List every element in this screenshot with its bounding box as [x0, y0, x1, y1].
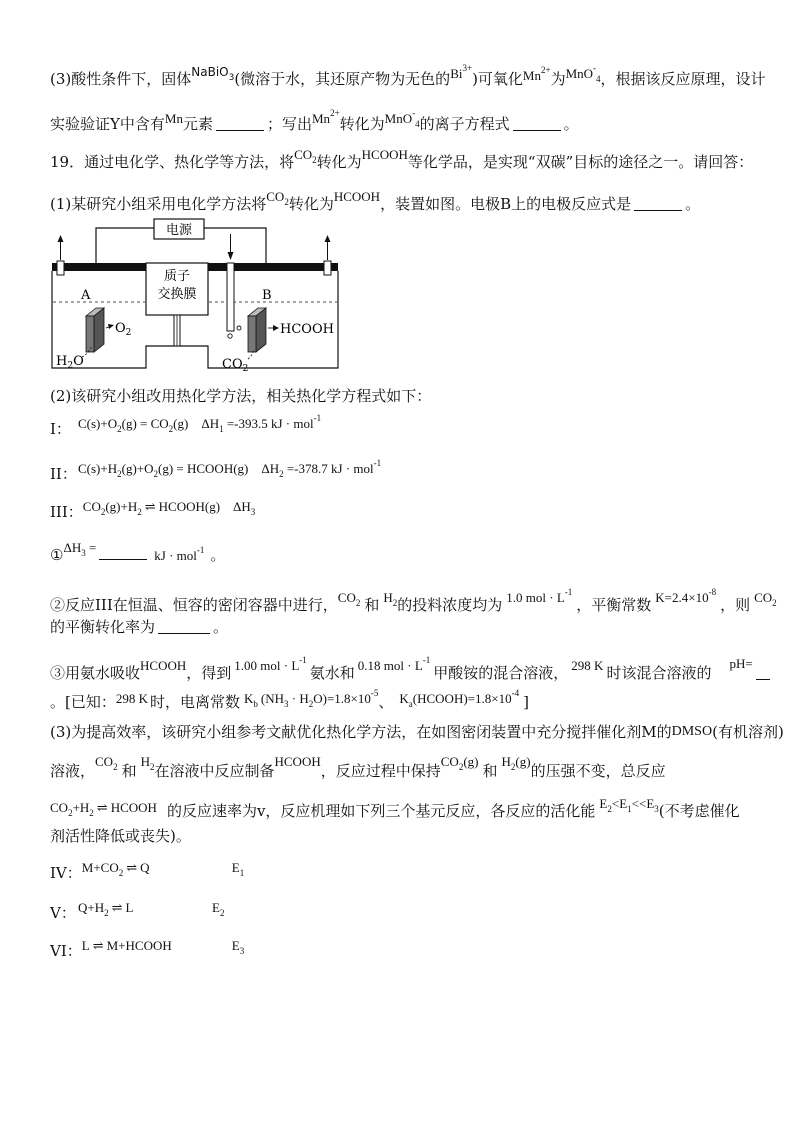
text: 转化为 [288, 195, 334, 213]
ka-expression [399, 688, 520, 709]
eq-sub: 2 [607, 804, 612, 814]
text: 溶液， [50, 762, 96, 780]
membrane-label-line2: 交换膜 [157, 287, 197, 302]
eq-sup: -1 [313, 413, 322, 423]
reaction-body [78, 898, 212, 923]
eq-sub: 2 [308, 699, 314, 709]
eq-text: =-378.7 kJ · mol [283, 461, 374, 476]
eq-text: 0.18 mol · L [357, 658, 423, 673]
q19-sub1 [50, 538, 225, 566]
text: )可氧化 [472, 70, 523, 88]
eq-text: K [244, 691, 254, 706]
text: ，反应过程中保持 [320, 762, 441, 780]
text: ，装置如图。电极B上的电极反应式是 [380, 195, 632, 213]
text: (微溶于水，其还原产物为无色的 [234, 70, 451, 88]
formula-mno4 [384, 108, 420, 129]
eq-text: Q+H [78, 900, 105, 915]
formula-text: Mn [312, 111, 331, 126]
formula-co2g [440, 754, 479, 772]
text: (3)为提高效率，该研究小组参考文献优化热化学方法，在如图密闭装置中充分搅拌催化剂M的 [50, 723, 672, 741]
q19-part3-line2 [50, 752, 666, 781]
delta-h3 [63, 540, 97, 558]
formula-text: (g) [515, 754, 531, 769]
eq-text: E [231, 938, 240, 953]
text: 和 [121, 762, 137, 780]
formula-co2 [337, 590, 361, 608]
formula-text: CO [95, 754, 114, 769]
text: 。 [563, 115, 579, 133]
reaction-label: VI： [50, 942, 82, 960]
eq-sub: b [253, 699, 258, 709]
ph-label: pH= [729, 656, 753, 671]
gas-outlet-left [57, 261, 64, 275]
formula-sub: 2 [125, 328, 132, 338]
formula-text: CO [222, 357, 243, 372]
eq-text: HCOOH(g) ΔH [158, 499, 251, 514]
eq-sub: 3 [654, 804, 659, 814]
text: ③用氨水吸收 [50, 664, 141, 682]
q19-sub3-line2 [50, 683, 529, 714]
q18-part3-line1 [50, 58, 766, 89]
text: 时，电离常数 [150, 693, 241, 711]
answer-blank[interactable] [158, 619, 210, 634]
text: 时该混合溶液的 [606, 664, 712, 682]
eq-text: L [81, 938, 90, 953]
eq-sub: 2 [137, 507, 142, 517]
formula-text: MnO [384, 111, 413, 126]
text: ，则 [720, 596, 751, 614]
formula-mn2 [522, 65, 551, 83]
temperature: 298 K [571, 658, 604, 673]
equation-body [78, 413, 322, 434]
eq-sup: -1 [564, 587, 573, 597]
formula-hcooh: HCOOH [140, 658, 187, 673]
text: 和 [364, 596, 380, 614]
formula-sub: 2 [113, 762, 118, 772]
q19-sub2-line1 [50, 582, 777, 615]
text: 和 [482, 762, 498, 780]
text: 在溶液中反应制备 [154, 762, 275, 780]
eq-sup: -5 [370, 688, 379, 698]
text: 。 [685, 195, 701, 213]
formula-sup: 2+ [330, 108, 340, 118]
reaction-4 [50, 858, 244, 883]
electrode-a-side [94, 308, 104, 352]
formula-text: Mn [522, 68, 541, 83]
eq-sub: 2 [168, 424, 174, 434]
text: ；写出 [266, 115, 312, 133]
reaction-label: V： [50, 904, 76, 922]
formula-text: CO [337, 590, 356, 605]
activation-energy [231, 860, 245, 878]
q19-sub2-line2 [50, 617, 228, 637]
reversible-arrow-icon: ⇌ [96, 800, 108, 815]
formula-sub: 3 [228, 73, 235, 83]
eq-sub: 2 [68, 808, 73, 818]
eq-sub: 2 [279, 469, 284, 479]
power-source-label: 电源 [165, 223, 193, 238]
formula-sub: 2 [458, 762, 464, 772]
eq-text: C(s)+H [78, 461, 118, 476]
wire-right [204, 228, 266, 268]
electrode-a-label: A [81, 288, 91, 303]
formula-dmso: DMSO [671, 724, 713, 739]
q19-part1 [50, 187, 700, 214]
eq-text: (HCOOH)=1.8×10 [412, 691, 512, 706]
eq-text: K [399, 691, 409, 706]
eq-text: 1.0 mol · L [506, 590, 565, 605]
equation-1 [50, 408, 321, 439]
formula-mno4 [565, 63, 601, 84]
temperature: 298 K [115, 691, 148, 706]
activation-energy [212, 900, 225, 918]
eq-sub: 2 [117, 469, 122, 479]
eq-sub: 2 [100, 507, 106, 517]
text: (1)某研究小组采用电化学方法将 [50, 195, 267, 213]
equation-2 [50, 453, 381, 484]
formula-sub: 2 [67, 361, 74, 371]
formula-sub: 2 [510, 762, 516, 772]
q19-sub3-line1 [50, 650, 773, 683]
formula-text: O [115, 321, 126, 336]
q19-intro [50, 145, 753, 172]
eq-text: E [599, 796, 608, 811]
formula-sub: 2 [312, 155, 317, 165]
formula-text: CO [294, 147, 313, 162]
reversible-arrow-icon: ⇌ [111, 900, 123, 915]
conc-value [357, 655, 431, 673]
formula-sub: 2 [392, 598, 398, 608]
eq-text: L [125, 900, 134, 915]
membrane-label-line1: 质子 [163, 269, 191, 284]
formula-mn: Mn [164, 111, 183, 126]
eq-text: E [212, 900, 220, 915]
formula-text: H [56, 354, 68, 369]
text: 元素 [182, 115, 213, 133]
text: 。 [213, 618, 229, 636]
eq-sub: 2 [104, 908, 109, 918]
lid-left [52, 263, 146, 271]
formula-text: H [383, 590, 393, 605]
electrode-b-label: B [262, 288, 272, 303]
text: 、 [378, 693, 394, 711]
eq-sub: 2 [89, 808, 94, 818]
formula-mn2 [312, 108, 340, 126]
formula-h2 [383, 590, 398, 608]
text: (有机溶剂) [712, 723, 784, 741]
formula-text: NaBiO [191, 65, 229, 79]
arrow-up-icon [58, 235, 64, 242]
text: 。[已知： [50, 693, 116, 711]
overall-reaction [50, 800, 157, 818]
eq-text: HCOOH [110, 800, 157, 815]
text: 为 [550, 70, 566, 88]
electrode-b [248, 316, 256, 352]
text: 的压强不变，总反应 [530, 762, 666, 780]
eq-sub: 2 [153, 469, 158, 479]
reaction-5 [50, 898, 224, 923]
eq-text: +H [72, 800, 90, 815]
eq-sub: 1 [627, 804, 632, 814]
text: 转化为 [316, 153, 362, 171]
eq-text: CO [50, 800, 69, 815]
formula-sup: 3+ [462, 63, 473, 73]
eq-text: E [231, 860, 240, 875]
eq-text: K=2.4×10 [655, 590, 709, 605]
eq-text: C(s)+O [78, 416, 118, 431]
text: 的投料浓度均为 [397, 596, 503, 614]
reaction-6 [50, 936, 244, 961]
eq-sub: 1 [219, 424, 224, 434]
eq-sub: 3 [81, 548, 86, 558]
q18-part3-line2 [50, 103, 579, 134]
arrow-up-icon [325, 235, 331, 242]
eq-sub: 2 [219, 908, 225, 918]
bubble-icon [237, 326, 241, 330]
formula-text: Bi [450, 66, 463, 81]
gas-outlet-right [324, 261, 331, 275]
formula-sub: 2 [355, 598, 361, 608]
eq-text: =-393.5 kJ · mol [223, 416, 314, 431]
text: ，得到 [186, 664, 232, 682]
eq-text: O)=1.8×10 [313, 691, 371, 706]
formula-text: CO [440, 754, 459, 769]
electrolysis-diagram [48, 216, 348, 376]
formula-sub: 2 [149, 762, 155, 772]
formula-text: O [73, 354, 84, 369]
eq-text: (g)+O [121, 461, 154, 476]
formula-h2 [140, 754, 155, 772]
formula-text: H [140, 754, 150, 769]
eq-text: · H [288, 691, 309, 706]
eq-sup: -8 [708, 587, 717, 597]
text: 实验验证Y中含有 [50, 115, 165, 133]
formula-bi3 [450, 63, 473, 81]
reaction-body [82, 858, 232, 883]
reaction-body [82, 936, 232, 956]
eq-sub: 2 [117, 424, 122, 434]
h2o-label [56, 354, 84, 371]
eq-sup: -4 [511, 688, 520, 698]
co2-inlet-tube [227, 263, 234, 331]
text: 氨水和 [309, 664, 355, 682]
text: ] [523, 693, 529, 711]
equation-label: II： [50, 465, 77, 483]
eq-sup: -1 [196, 545, 205, 555]
bubble-icon [228, 334, 232, 338]
wire-left [96, 228, 154, 268]
eq-sub: 3 [284, 699, 289, 709]
formula-sub: 4 [596, 74, 601, 84]
conc-value [506, 587, 573, 605]
formula-nabio3 [191, 65, 235, 83]
answer-blank[interactable] [216, 116, 264, 131]
eq-sub: 3 [239, 946, 245, 956]
arrow-icon [108, 324, 114, 329]
eq-sub: 2 [118, 868, 124, 878]
text: 等化学品，是实现“双碳”目标的途径之一。请回答： [407, 153, 754, 171]
reversible-arrow-icon: ⇌ [126, 860, 138, 875]
eq-text: (g) = HCOOH(g) ΔH [158, 461, 280, 476]
kb-expression [244, 688, 379, 709]
formula-co2 [266, 189, 289, 207]
formula-hcooh: HCOOH [274, 754, 321, 769]
arrow-down-icon [228, 252, 234, 260]
formula-sup: 2+ [540, 65, 551, 75]
equation-body [78, 458, 382, 479]
answer-blank[interactable] [756, 665, 770, 680]
unit [154, 545, 205, 563]
text: ，平衡常数 [576, 596, 652, 614]
formula-text: CO [754, 590, 773, 605]
eq-text: (NH [260, 691, 285, 706]
formula-text: (g) [463, 754, 479, 769]
activation-energy-relation [599, 796, 659, 814]
sub-label: ① [50, 546, 64, 564]
arrow-icon [273, 325, 279, 331]
eq-text: <E [611, 796, 628, 811]
eq-text: (g)+H [105, 499, 138, 514]
o2-label [115, 321, 131, 338]
answer-blank[interactable] [99, 545, 147, 560]
text: ②反应III在恒温、恒容的密闭容器中进行， [50, 596, 338, 614]
formula-co2 [754, 590, 777, 608]
reversible-arrow-icon: ⇌ [144, 499, 156, 514]
equilibrium-constant [655, 587, 717, 605]
text: 转化为 [339, 115, 385, 133]
text: (3)酸性条件下，固体 [50, 70, 192, 88]
eq-sub: a [408, 699, 413, 709]
text: ，根据该反应原理，设计 [600, 70, 766, 88]
formula-co2 [294, 147, 317, 165]
equation-label: I： [50, 420, 71, 438]
answer-blank[interactable] [513, 116, 561, 131]
formula-sub: 2 [772, 598, 777, 608]
equation-3 [50, 497, 255, 522]
equation-body [82, 499, 256, 517]
text: 19．通过电化学、热化学等方法，将 [50, 153, 295, 171]
eq-text: 1.00 mol · L [234, 658, 300, 673]
eq-text: <<E [631, 796, 655, 811]
eq-text: (g) = CO [121, 416, 169, 431]
q19-part2-intro: (2)该研究小组改用热化学方法，相关热化学方程式如下： [50, 387, 432, 405]
eq-text: CO [82, 499, 101, 514]
formula-text: MnO [565, 66, 594, 81]
formula-h2g [501, 754, 531, 772]
q19-part3-line3 [50, 794, 740, 823]
eq-sub: 3 [250, 507, 256, 517]
eq-sub: 1 [239, 868, 245, 878]
eq-text: M+CO [81, 860, 119, 875]
activation-energy [231, 938, 245, 956]
q19-part3-line1 [50, 722, 784, 742]
eq-text: Q [140, 860, 150, 875]
text: 甲酸铵的混合溶液， [433, 664, 569, 682]
formula-hcooh: HCOOH [333, 189, 381, 204]
formula-sub: 4 [415, 119, 420, 129]
eq-text: ΔH [63, 540, 82, 555]
formula-hcooh: HCOOH [361, 147, 408, 162]
conc-value [234, 655, 307, 673]
eq-text: M+HCOOH [106, 938, 172, 953]
formula-sub: 2 [242, 364, 249, 374]
text: 的离子方程式 [419, 115, 510, 133]
text: 。 [210, 546, 226, 564]
eq-text: = [85, 540, 97, 555]
reaction-label: IV： [50, 864, 82, 882]
text: (不考虑催化 [658, 802, 740, 820]
electrode-a [86, 316, 94, 352]
text: 的反应速率为v，反应机理如下列三个基元反应，各反应的活化能 [166, 802, 596, 820]
formula-sup: - [593, 63, 597, 73]
q19-part3-line4: 剂活性降低或丧失)。 [50, 827, 191, 845]
equation-label: III： [50, 503, 83, 521]
formula-text: CO [266, 189, 285, 204]
formula-sup: - [412, 108, 416, 118]
formula-co2 [95, 754, 118, 772]
formula-sub: 2 [284, 197, 289, 207]
reversible-arrow-icon: ⇌ [92, 938, 104, 953]
answer-blank[interactable] [634, 196, 682, 211]
hcooh-label: HCOOH [280, 322, 334, 337]
text: 的平衡转化率为 [50, 618, 156, 636]
co2-label [222, 357, 248, 374]
eq-sup: -1 [422, 655, 431, 665]
eq-text: (g) ΔH [173, 416, 220, 431]
formula-text: H [501, 754, 511, 769]
eq-sup: -1 [299, 655, 307, 665]
electrode-b-side [256, 308, 266, 352]
eq-text: kJ · mol [154, 548, 197, 563]
eq-sup: -1 [373, 458, 382, 468]
